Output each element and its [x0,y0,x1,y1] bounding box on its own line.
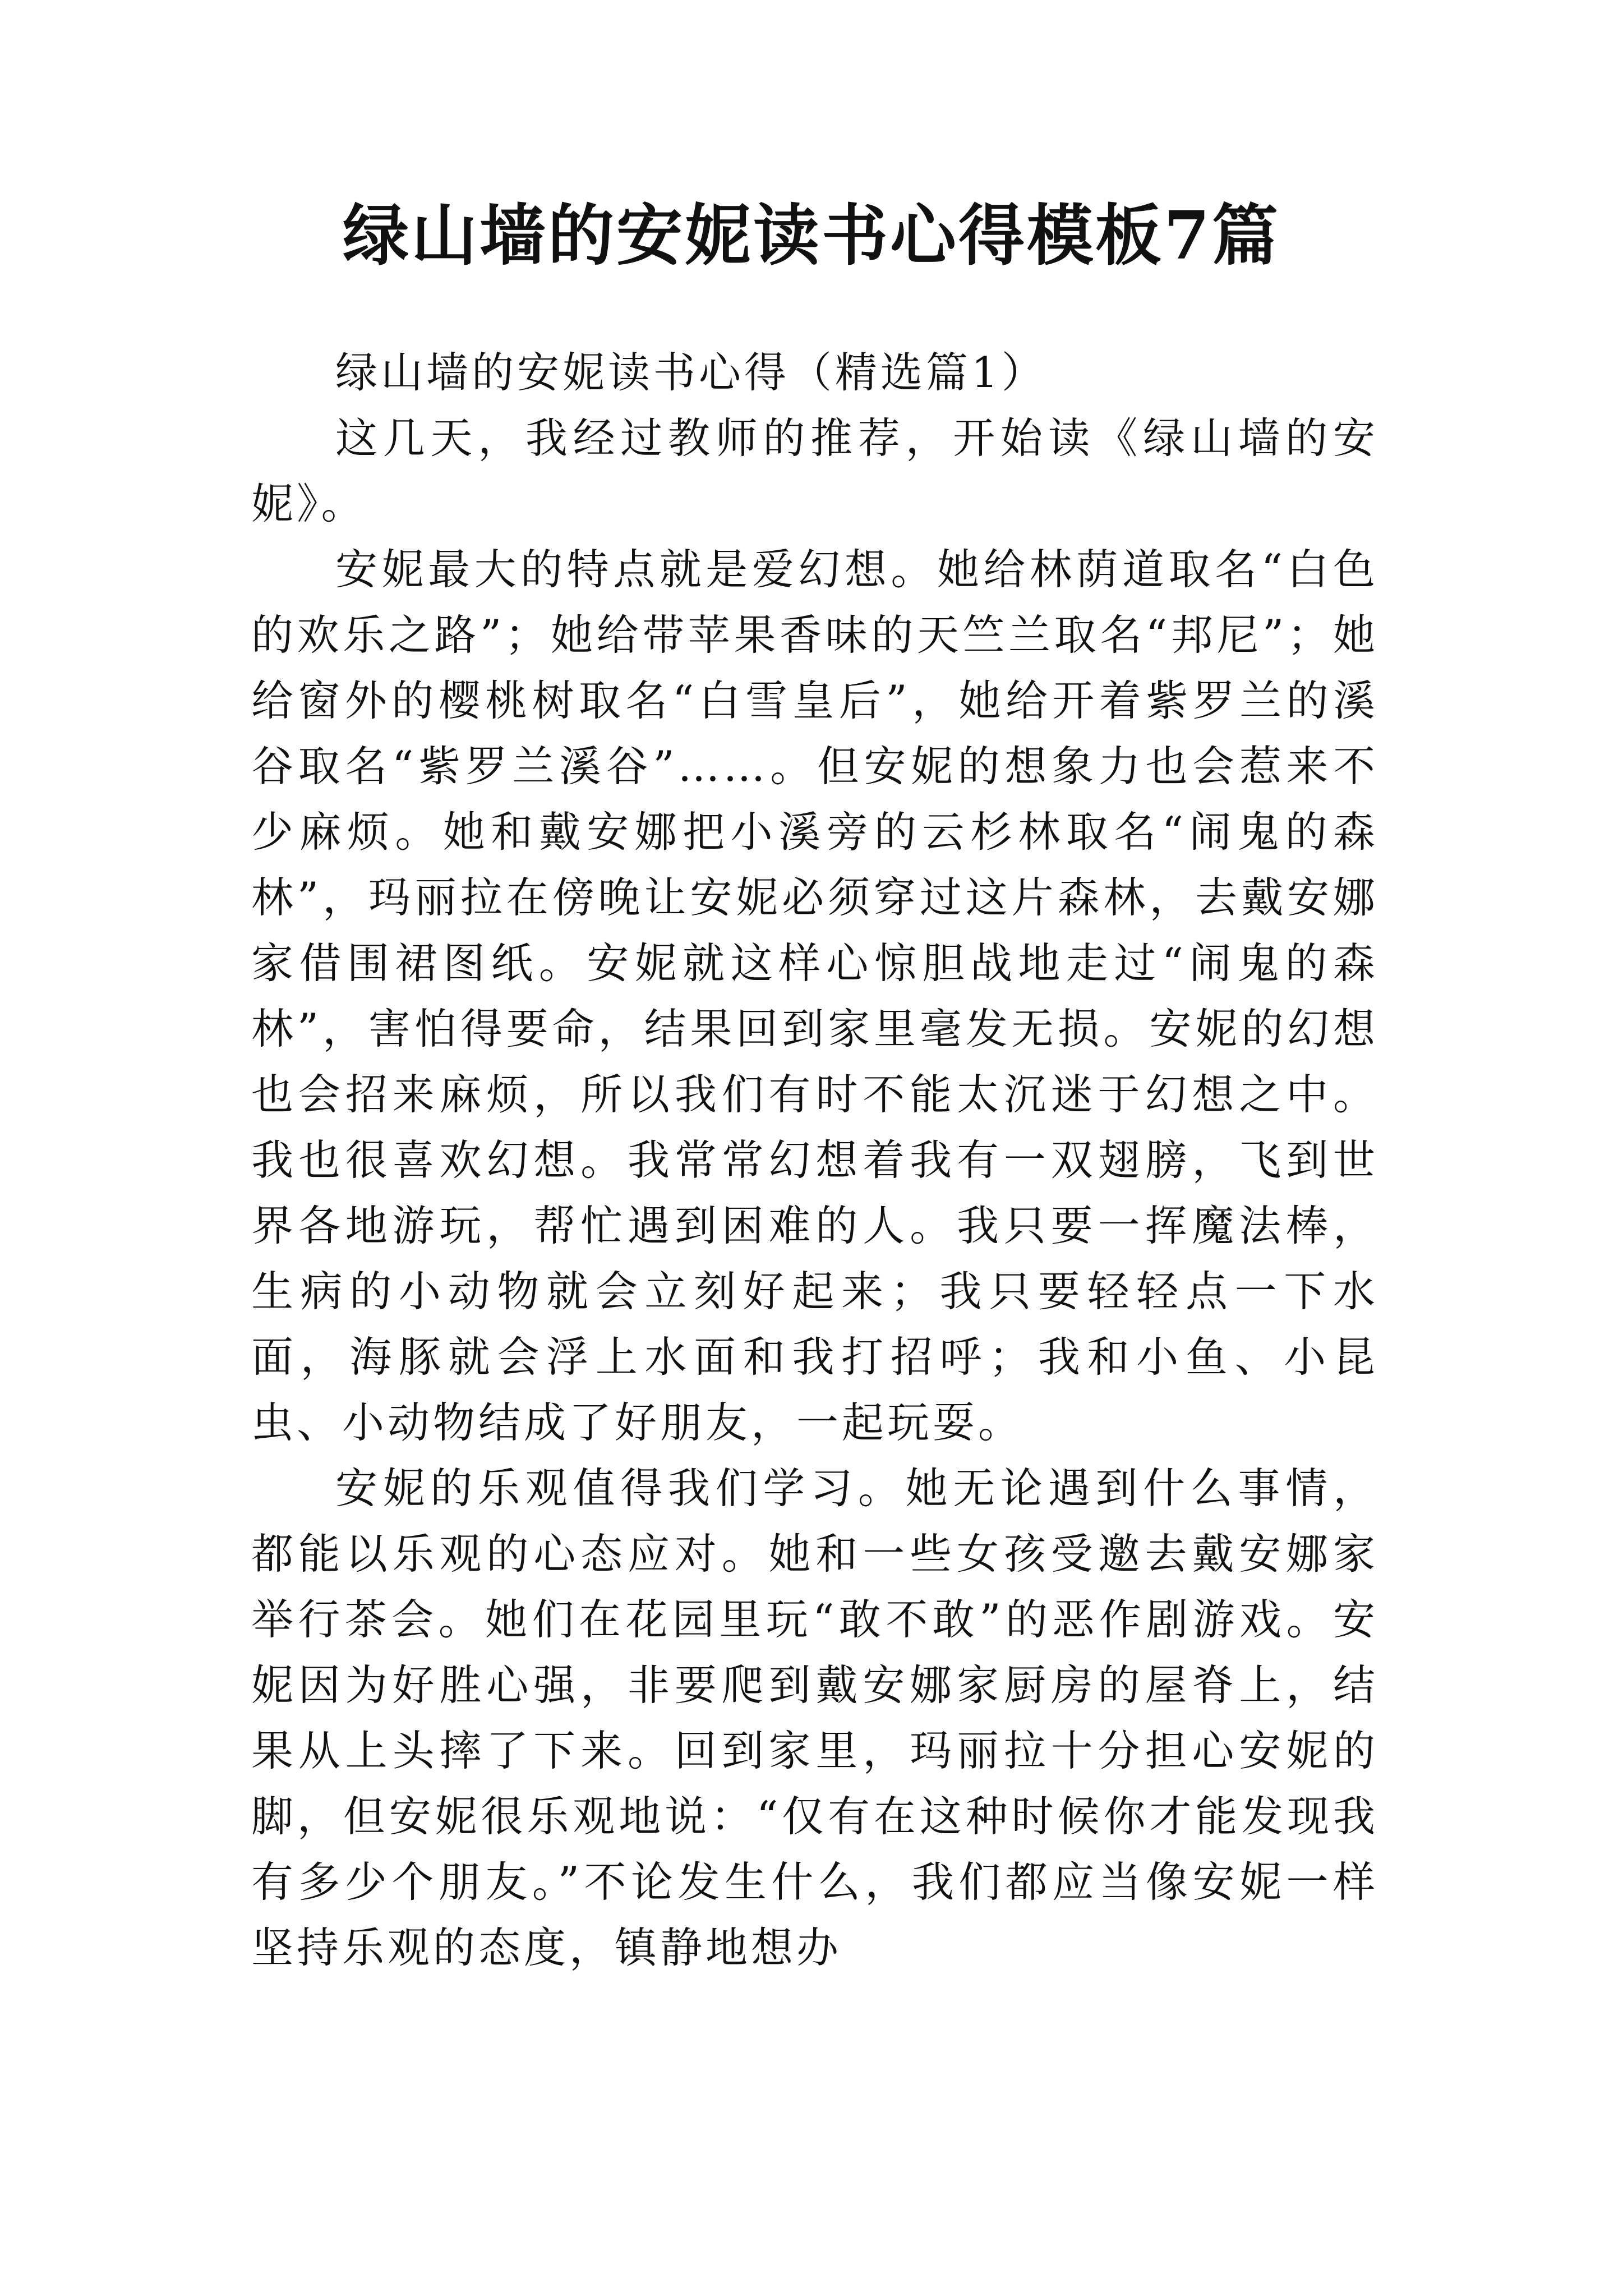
document-title: 绿山墙的安妮读书心得模板7篇 [342,196,1281,274]
document-body [251,340,1378,1981]
paragraph-section-heading: 绿山墙的安妮读书心得（精选篇1） [335,348,1047,397]
paragraph: 这几天，我经过教师的推荐，开始读《绿山墙的安妮》。 [251,413,1378,528]
paragraph: 安妮的乐观值得我们学习。她无论遇到什么事情，都能以乐观的心态应对。她和一些女孩受邀去戴安娜家举行茶会。她们在花园里玩“敢不敢”的恶作剧游戏。安妮因为好胜心强，非要爬到戴安娜家厨房的屋脊上，结果从上头摔了下来。回到家里，玛丽拉十分担心安妮的脚，但安妮很乐观地说：“仅有在这种时候你才能发现我有多少个朋友。”不论发生什么，我们都应当像安妮一样坚持乐观的态度，镇静地想办 [251,1464,1378,1972]
paragraph: 安妮最大的特点就是爱幻想。她给林荫道取名“白色的欢乐之路”；她给带苹果香味的天竺兰取名“邦尼”；她给窗外的樱桃树取名“白雪皇后”，她给开着紫罗兰的溪谷取名“紫罗兰溪谷”……。但安妮的想象力也会惹来不少麻烦。她和戴安娜把小溪旁的云杉林取名“闹鬼的森林”，玛丽拉在傍晚让安妮必须穿过这片森林，去戴安娜家借围裙图纸。安妮就这样心惊胆战地走过“闹鬼的森林”，害怕得要命，结果回到家里毫发无损。安妮的幻想也会招来麻烦，所以我们有时不能太沉迷于幻想之中。我也很喜欢幻想。我常常幻想着我有一双翅膀，飞到世界各地游玩，帮忙遇到困难的人。我只要一挥魔法棒，生病的小动物就会立刻好起来；我只要轻轻点一下水面，海豚就会浮上水面和我打招呼；我和小鱼、小昆虫、小动物结成了好朋友，一起玩耍。 [251,545,1378,1447]
